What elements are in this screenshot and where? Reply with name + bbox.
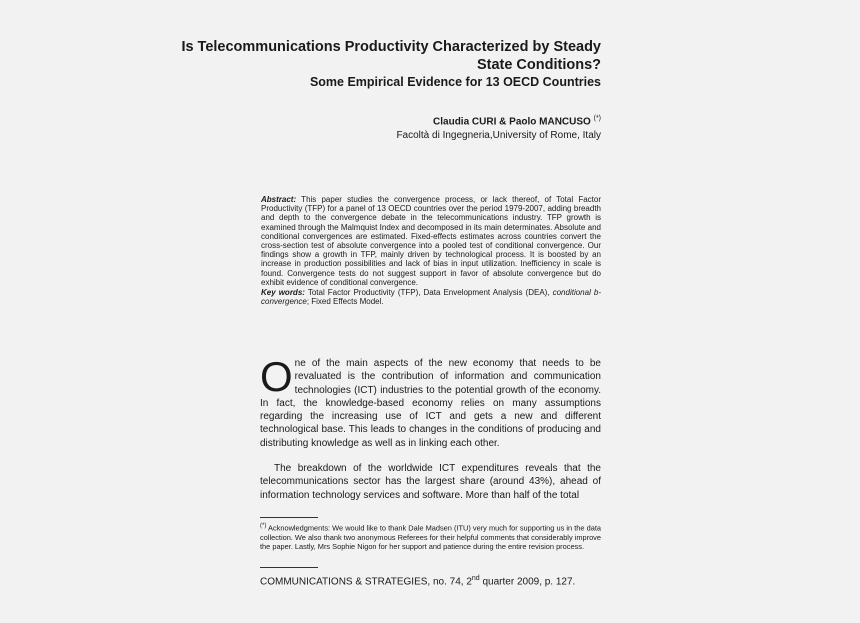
paper-subtitle: Some Empirical Evidence for 13 OECD Countries [309,75,601,89]
footer-text-b: quarter 2009, p. 127. [479,576,576,588]
footer-text-a: COMMUNICATIONS & STRATEGIES, no. 74, 2 [260,576,472,588]
paragraph-1 [260,353,601,450]
footnote [260,522,601,552]
abstract-label: Abstract: [261,195,297,204]
abstract-block [261,195,601,306]
author-footnote-mark: (*) [593,115,601,122]
body-text [260,353,601,502]
drop-cap: O [260,353,293,400]
keywords-italic: conditional b-convergence [261,288,601,307]
author-block [181,112,601,143]
footer-sup: nd [471,575,480,582]
keywords-text-1: Total Factor Productivity (TFP), Data Envelopment Analysis (DEA), [304,288,553,298]
paper-title: Is Telecommunications Productivity Characterized by Steady State Conditions? [181,39,601,73]
abstract-text: This paper studies the convergence process, or lack thereof, of Total Factor Productivity (TFP) for a panel of 13 OECD countries over the period 1979-2007, adding breadth and depth to the convergence debate in the telecommunications industry. TFP growth is examined through the Malmquist Index and decomposed in its main determinates. Absolute and conditional convergences are estimated. Fixed-effects estimates across countries convert the cross-section test of absolute convergence into a pooled test of conditional convergence. Our findings show a growth in TFP, mainly driven by technological process. It is boosted by an increase in production possibilities and lack of bias in input utilization. Inefficiency in scale is found. Convergence tests do not suggest support in favor of absolute convergence but do exhibit evidence of conditional convergence. [261,195,601,287]
paragraph-2: The breakdown of the worldwide ICT expenditures reveals that the telecommunications sector has the largest share (around 43%), ahead of information technology services and software. More than half of the total [260,463,601,501]
author-names: Claudia CURI & Paolo MANCUSO [433,116,591,128]
paragraph-1-text: ne of the main aspects of the new economy that needs to be revaluated is the contribution of information and communication technologies (ICT) industries to the potential growth of the economy. In fact, the knowledge-based economy relies on many assumptions regarding the increasing use of ICT and gets a new and different technological base. This leads to changes in the conditions of producing and distributing knowledge as well as in linking each other. [260,358,601,449]
keywords-label: Key words: [261,288,305,298]
keywords-text-2: ; Fixed Effects Model. [306,297,384,307]
journal-footer [260,572,605,588]
footnote-text: Acknowledgments: We would like to thank Dale Madsen (ITU) very much for supporting us in the data collection. We also thank two anonymous Referees for their helpful comments that considerably improve the paper. Lastly, Mrs Sophie Nigon for her support and patience during the entire revision process. [260,523,601,552]
footnote-divider [260,517,318,518]
footer-divider [260,567,318,568]
footnote-mark: (*) [260,523,267,529]
author-affiliation: Facoltà di Ingegneria,University of Rome, Italy [396,130,601,142]
